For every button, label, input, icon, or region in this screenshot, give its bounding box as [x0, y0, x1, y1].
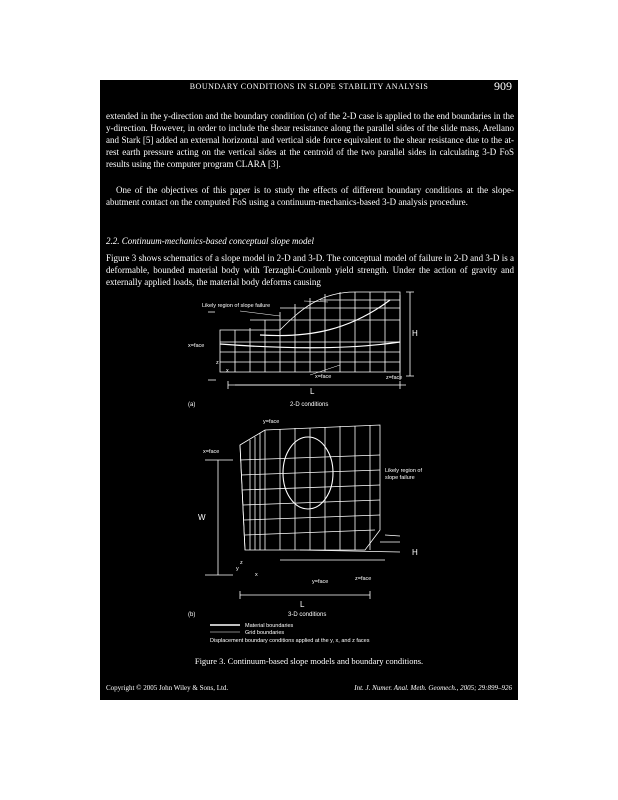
axis-x-2d: x — [226, 368, 229, 374]
axis-y-3d: y — [236, 566, 239, 572]
running-header: BOUNDARY CONDITIONS IN SLOPE STABILITY ANALYSIS — [189, 82, 429, 91]
figure-3 — [100, 80, 518, 700]
label-failure-region-3d-2: slope failure — [385, 475, 415, 481]
label-x-face-2d: x=face — [188, 343, 205, 349]
footer-citation: Int. J. Numer. Anal. Meth. Geomech., 2005; 29:899–926 — [354, 684, 512, 692]
label-L-3d: L — [300, 600, 305, 609]
label-z-face-3d: z=face — [355, 576, 372, 582]
figure-b-tag: (b) — [188, 612, 196, 618]
figure-caption: Figure 3. Continuum-based slope models and boundary conditions. — [194, 656, 424, 666]
axis-x-3d: x — [255, 572, 258, 578]
label-x-face-3d: x=face — [203, 449, 220, 455]
axis-z-3d: z — [240, 560, 243, 566]
section-heading: 2.2. Continuum-mechanics-based conceptual slope model — [106, 236, 314, 246]
label-failure-region-2d: Likely region of slope failure — [202, 303, 271, 309]
label-H-2d: H — [412, 329, 418, 338]
footer-copyright: Copyright © 2005 John Wiley & Sons, Ltd. — [106, 684, 229, 692]
label-L-2d: L — [310, 387, 315, 396]
label-y-face-3d: y=face — [263, 419, 280, 425]
model-3d-grid — [240, 425, 400, 560]
figure-a-tag: (a) — [188, 402, 196, 408]
figure-a-caption: 2-D conditions — [290, 402, 329, 408]
label-x-face2-2d: x=face — [315, 374, 332, 380]
legend-material: Material boundaries — [245, 623, 294, 629]
paragraph-3: Figure 3 shows schematics of a slope model in 2-D and 3-D. The conceptual model of failure in 2-D and 3-D is a deformable, bounded material body with Terzaghi-Coulomb yield strength. Under the action of gravity and externally applied loads, the material body deforms causing — [106, 253, 514, 287]
axis-z-2d: z — [216, 360, 219, 366]
label-failure-region-3d-1: Likely region of — [385, 468, 422, 474]
journal-page — [100, 80, 518, 700]
label-z-face-2d: z=face — [386, 375, 403, 381]
label-W-3d: W — [198, 513, 206, 522]
legend-grid: Grid boundaries — [245, 630, 285, 636]
figure-b-caption: 3-D conditions — [288, 612, 327, 618]
legend-note: Displacement boundary conditions applied at the y, x, and z faces — [210, 638, 370, 644]
paragraph-2: One of the objectives of this paper is to study the effects of different boundary conditions at the slope-abutment contact on the computed FoS using a continuum-mechanics-based 3-D analysis procedure. — [106, 185, 514, 207]
dim-W-3d — [205, 460, 233, 575]
label-H-3d: H — [412, 548, 418, 557]
dim-L-3d — [240, 591, 370, 599]
page-number: 909 — [494, 79, 512, 93]
label-y-face-bottom-3d: y=face — [312, 579, 329, 585]
paragraph-1: extended in the y-direction and the boundary condition (c) of the 2-D case is applied to the end boundaries in the y-direction. However, in order to include the shear resistance along the parallel sides of the slide mass, Arellano and Stark [5] added an external horizontal and vertical side force equivalent to the shear resistance due to the at-rest earth pressure acting on the vertical sides at the centroid of the two parallel sides in calculating 3-D FoS results using the computer program CLARA [3]. — [106, 111, 514, 169]
